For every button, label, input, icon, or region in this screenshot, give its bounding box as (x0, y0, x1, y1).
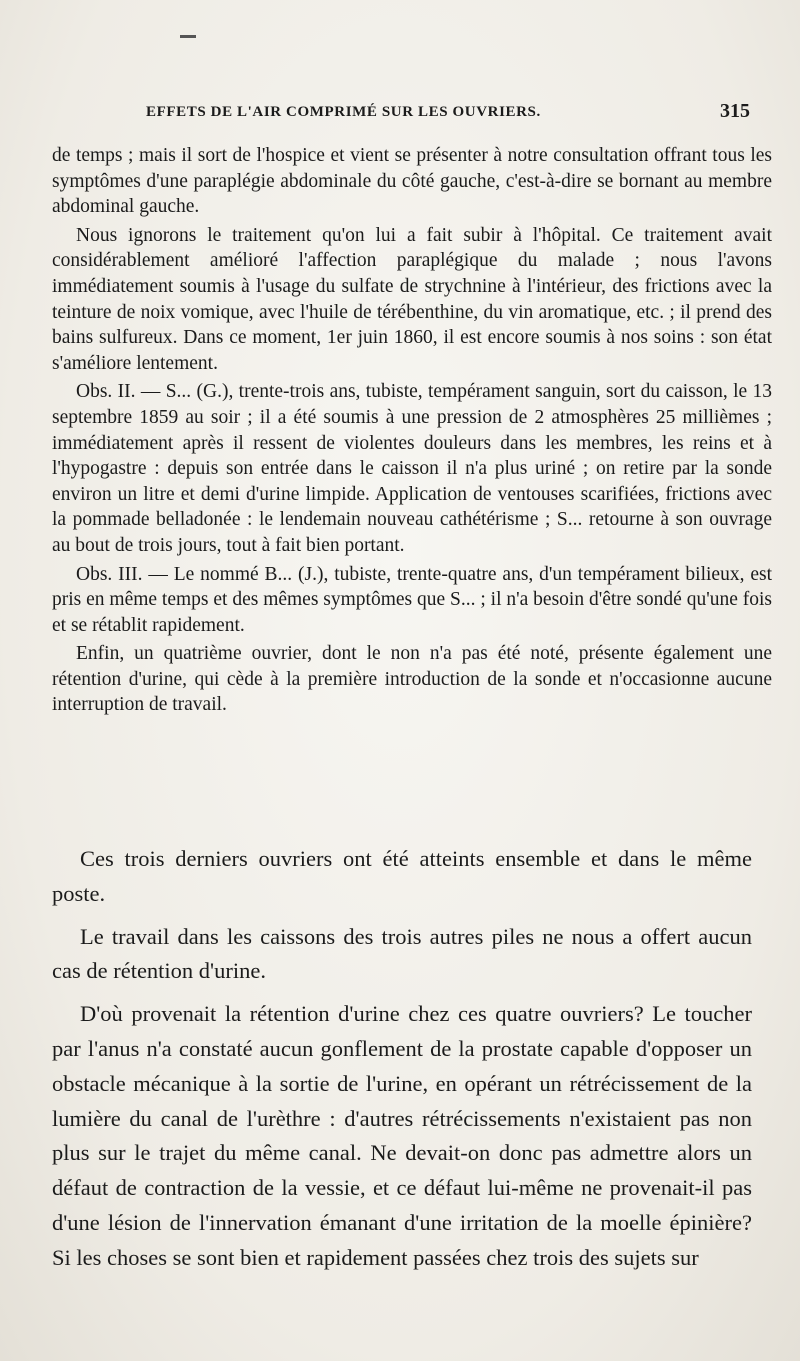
paragraph: de temps ; mais il sort de l'hospice et vient se présenter à notre consultation offrant tous les symptômes d'une paraplégie abdominale du côté gauche, c'est-à-dire se bornant au membre abdominal gauche. (52, 145, 772, 218)
paragraph: D'où provenait la rétention d'urine chez ces quatre ouvriers? Le toucher par l'anus n'a constaté aucun gonflement de la prostate capable d'opposer un obstacle mécanique à la sortie de l'urine, en opérant un rétrécissement de la lumière du canal de l'urèthre : d'autres rétrécissements n'existaient pas non plus sur le trajet du même canal. Ne devait-on donc pas admettre alors un défaut de contraction de la vessie, et ce défaut lui-même ne provenait-il pas d'une lésion de l'innervation émanant d'une irritation de la moelle épinière? Si les choses se sont bien et rapidement passées chez trois des sujets sur (52, 1001, 752, 1270)
margin-dash (180, 35, 196, 38)
page-header (50, 100, 750, 134)
observation-3: Obs. III. — Le nommé B... (J.), tubiste, trente-quatre ans, d'un tempérament bilieux, est pris en même temps et des mêmes symptômes que S... ; il n'a besoin d'être sondé qu'une fois et se rétablit rapidement. (52, 563, 772, 636)
running-title: EFFETS DE L'AIR COMPRIMÉ SUR LES OUVRIERS. (146, 104, 541, 120)
page-number: 315 (720, 100, 750, 122)
discussion-section (52, 842, 752, 1284)
paragraph: Enfin, un quatrième ouvrier, dont le non n'a pas été noté, présente également une rétention d'urine, qui cède à la première introduction de la sonde et n'occasionne aucune interruption de travail. (52, 643, 772, 716)
paragraph: Nous ignorons le traitement qu'on lui a fait subir à l'hôpital. Ce traitement avait considérablement amélioré l'affection paraplégique du malade ; nous l'avons immédiatement soumis à l'usage du sulfate de strychnine à l'intérieur, des frictions avec la teinture de noix vomique, avec l'huile de térébenthine, du vin aromatique, etc. ; il prend des bains sulfureux. Dans ce moment, 1er juin 1860, il est encore soumis à nos soins : son état s'améliore lentement. (52, 224, 772, 374)
observations-section (52, 143, 772, 718)
observation-2: Obs. II. — S... (G.), trente-trois ans, tubiste, tempérament sanguin, sort du caisson, le 13 septembre 1859 au soir ; il a été soumis à une pression de 2 atmosphères 25 millièmes ; immédiatement après il ressent de violentes douleurs dans les membres, les reins et à l'hypogastre : depuis son entrée dans le caisson il n'a plus uriné ; on retire par la sonde environ un litre et demi d'urine limpide. Application de ventouses scarifiées, frictions avec la pommade belladonée : le lendemain nouveau cathétérisme ; S... retourne à son ouvrage au bout de trois jours, tout à fait bien portant. (52, 381, 772, 556)
paragraph: Ces trois derniers ouvriers ont été atteints ensemble et dans le même poste. (52, 846, 752, 906)
paragraph: Le travail dans les caissons des trois autres piles ne nous a offert aucun cas de rétention d'urine. (52, 923, 752, 984)
